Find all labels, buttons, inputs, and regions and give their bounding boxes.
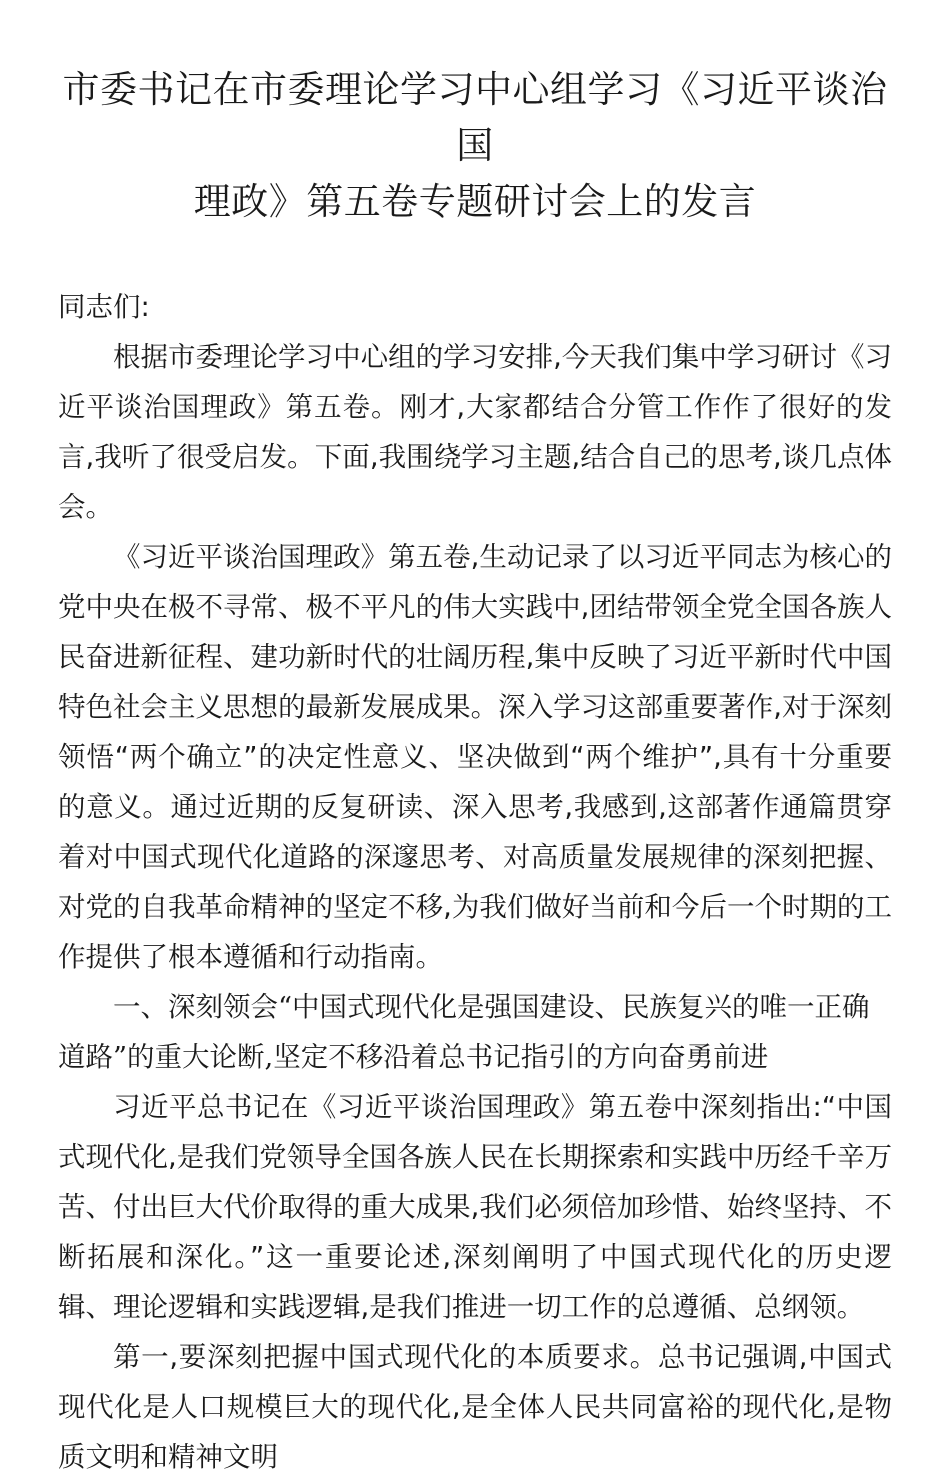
- paragraph-first-point: 第一,要深刻把握中国式现代化的本质要求。总书记强调,中国式现代化是人口规模巨大的现代化,是全体人民共同富裕的现代化,是物质文明和精神文明: [58, 1341, 892, 1473]
- title-line-2: 理政》第五卷专题研讨会上的发言: [193, 180, 757, 223]
- paragraph-overview: 《习近平谈治国理政》第五卷,生动记录了以习近平同志为核心的党中央在极不寻常、极不平凡的伟大实践中,团结带领全党全国各族人民奋进新征程、建功新时代的壮阔历程,集中反映了习近平新时代中国特色社会主义思想的最新发展成果。深入学习这部重要著作,对于深刻领悟“两个确立”的决定性意义、坚决做到“两个维护”,具有十分重要的意义。通过近期的反复研读、深入思考,我感到,这部著作通篇贯穿着对中国式现代化道路的深邃思考、对高质量发展规律的深刻把握、对党的自我革命精神的坚定不移,为我们做好当前和今后一个时期的工作提供了根本遵循和行动指南。: [58, 541, 892, 973]
- paragraph-intro: 根据市委理论学习中心组的学习安排,今天我们集中学习研讨《习近平谈治国理政》第五卷。刚才,大家都结合分管工作作了很好的发言,我听了很受启发。下面,我围绕学习主题,结合自己的思考,谈几点体会。: [58, 341, 892, 523]
- document-body: [58, 282, 892, 1482]
- paragraph-quote: 习近平总书记在《习近平谈治国理政》第五卷中深刻指出:“中国式现代化,是我们党领导全国各族人民在长期探索和实践中历经千辛万苦、付出巨大代价取得的重大成果,我们必须倍加珍惜、始终坚持、不断拓展和深化。”这一重要论述,深刻阐明了中国式现代化的历史逻辑、理论逻辑和实践逻辑,是我们推进一切工作的总遵循、总纲领。: [58, 1091, 892, 1323]
- document-title: [58, 62, 892, 230]
- greeting: 同志们:: [58, 291, 150, 323]
- section-heading-1: 一、深刻领会“中国式现代化是强国建设、民族复兴的唯一正确道路”的重大论断,坚定不移沿着总书记指引的方向奋勇前进: [58, 991, 870, 1073]
- title-line-1: 市委书记在市委理论学习中心组学习《习近平谈治国: [62, 68, 888, 167]
